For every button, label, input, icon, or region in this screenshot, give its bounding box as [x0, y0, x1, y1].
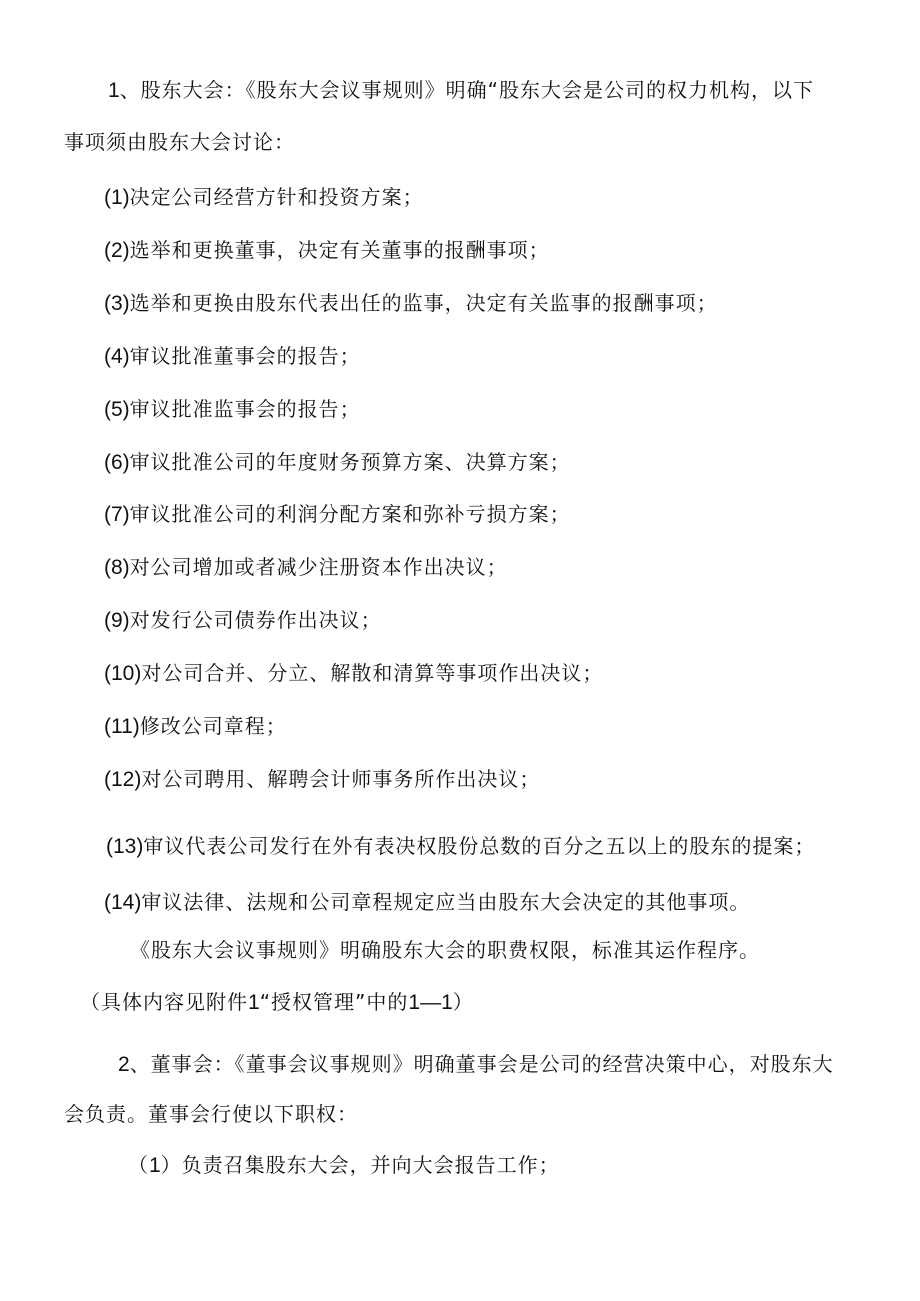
item-text: 决定公司经营方针和投资方案；: [129, 185, 424, 209]
reference-suffix: ）: [452, 990, 474, 1014]
paren-close: ）: [160, 1153, 182, 1177]
item-number: (3): [104, 292, 130, 315]
item-number: (1): [104, 186, 130, 209]
item-text: 审议批准公司的利润分配方案和弥补亏损方案；: [129, 502, 571, 526]
reference-number: 1: [248, 991, 260, 1014]
reference-range: 1—1: [408, 991, 453, 1014]
item-number: (8): [104, 556, 130, 579]
reference-middle: “授权管理”中的: [259, 990, 409, 1014]
board-item-1: [128, 1150, 560, 1181]
list-item: [104, 235, 550, 266]
list-item: [104, 658, 603, 689]
list-item: [104, 447, 571, 478]
section-text: 、股东大会：《股东大会议事规则》明确“股东大会是公司的权力机构，以下: [119, 78, 815, 102]
item-number: (11): [104, 715, 140, 738]
item-text: 审议批准公司的年度财务预算方案、决算方案；: [129, 450, 571, 474]
item-number: (10): [104, 662, 142, 685]
item-text: 对公司聘用、解聘会计师事务所作出决议；: [141, 767, 541, 791]
section-number: 2: [118, 1053, 130, 1076]
item-number: (9): [104, 609, 130, 632]
item-number: 1: [149, 1154, 161, 1177]
list-item: [104, 887, 750, 918]
item-number: (6): [104, 451, 130, 474]
item-text: 审议批准监事会的报告；: [129, 397, 361, 421]
item-number: (7): [104, 503, 130, 526]
list-item: [104, 341, 361, 372]
item-number: (13): [106, 835, 144, 858]
item-text: 审议代表公司发行在外有表决权股份总数的百分之五以上的股东的提案；: [143, 834, 816, 858]
list-item: [106, 831, 815, 862]
section-1-continuation: 事项须由股东大会讨论：: [64, 130, 295, 154]
item-text: 对发行公司债券作出决议；: [129, 608, 382, 632]
item-number: (12): [104, 768, 142, 791]
item-text: 选举和更换董事，决定有关董事的报酬事项；: [129, 238, 550, 262]
list-item: [104, 499, 571, 530]
item-number: (14): [104, 891, 142, 914]
item-number: (5): [104, 398, 130, 421]
item-text: 选举和更换由股东代表出任的监事，决定有关监事的报酬事项；: [129, 291, 718, 315]
item-text: 负责召集股东大会，并向大会报告工作；: [181, 1153, 560, 1177]
item-text: 审议批准董事会的报告；: [129, 344, 361, 368]
item-text: 修改公司章程；: [139, 714, 287, 738]
list-item: [104, 605, 382, 636]
item-text: 对公司合并、分立、解散和清算等事项作出决议；: [141, 661, 604, 685]
item-text: 审议法律、法规和公司章程规定应当由股东大会决定的其他事项。: [141, 890, 751, 914]
reference-prefix: （具体内容见附件: [80, 990, 248, 1014]
list-item: [104, 764, 540, 795]
item-number: (4): [104, 345, 130, 368]
appendix-reference: [80, 987, 474, 1018]
section-1-heading: [108, 75, 814, 106]
section-2-continuation: 会负责。董事会行使以下职权：: [64, 1102, 358, 1126]
section-number: 1: [108, 79, 120, 102]
list-item: [104, 182, 424, 213]
summary-paragraph: 《股东大会议事规则》明确股东大会的职费权限，标准其运作程序。: [130, 938, 760, 962]
list-item: [104, 552, 508, 583]
paren-open: （: [128, 1153, 149, 1177]
item-number: (2): [104, 239, 130, 262]
item-text: 对公司增加或者减少注册资本作出决议；: [129, 555, 508, 579]
list-item: [104, 288, 718, 319]
list-item: [104, 711, 287, 742]
section-2-heading: [118, 1049, 834, 1080]
section-text: 、董事会：《董事会议事规则》明确董事会是公司的经营决策中心，对股东大: [129, 1052, 834, 1076]
list-item: [104, 394, 361, 425]
